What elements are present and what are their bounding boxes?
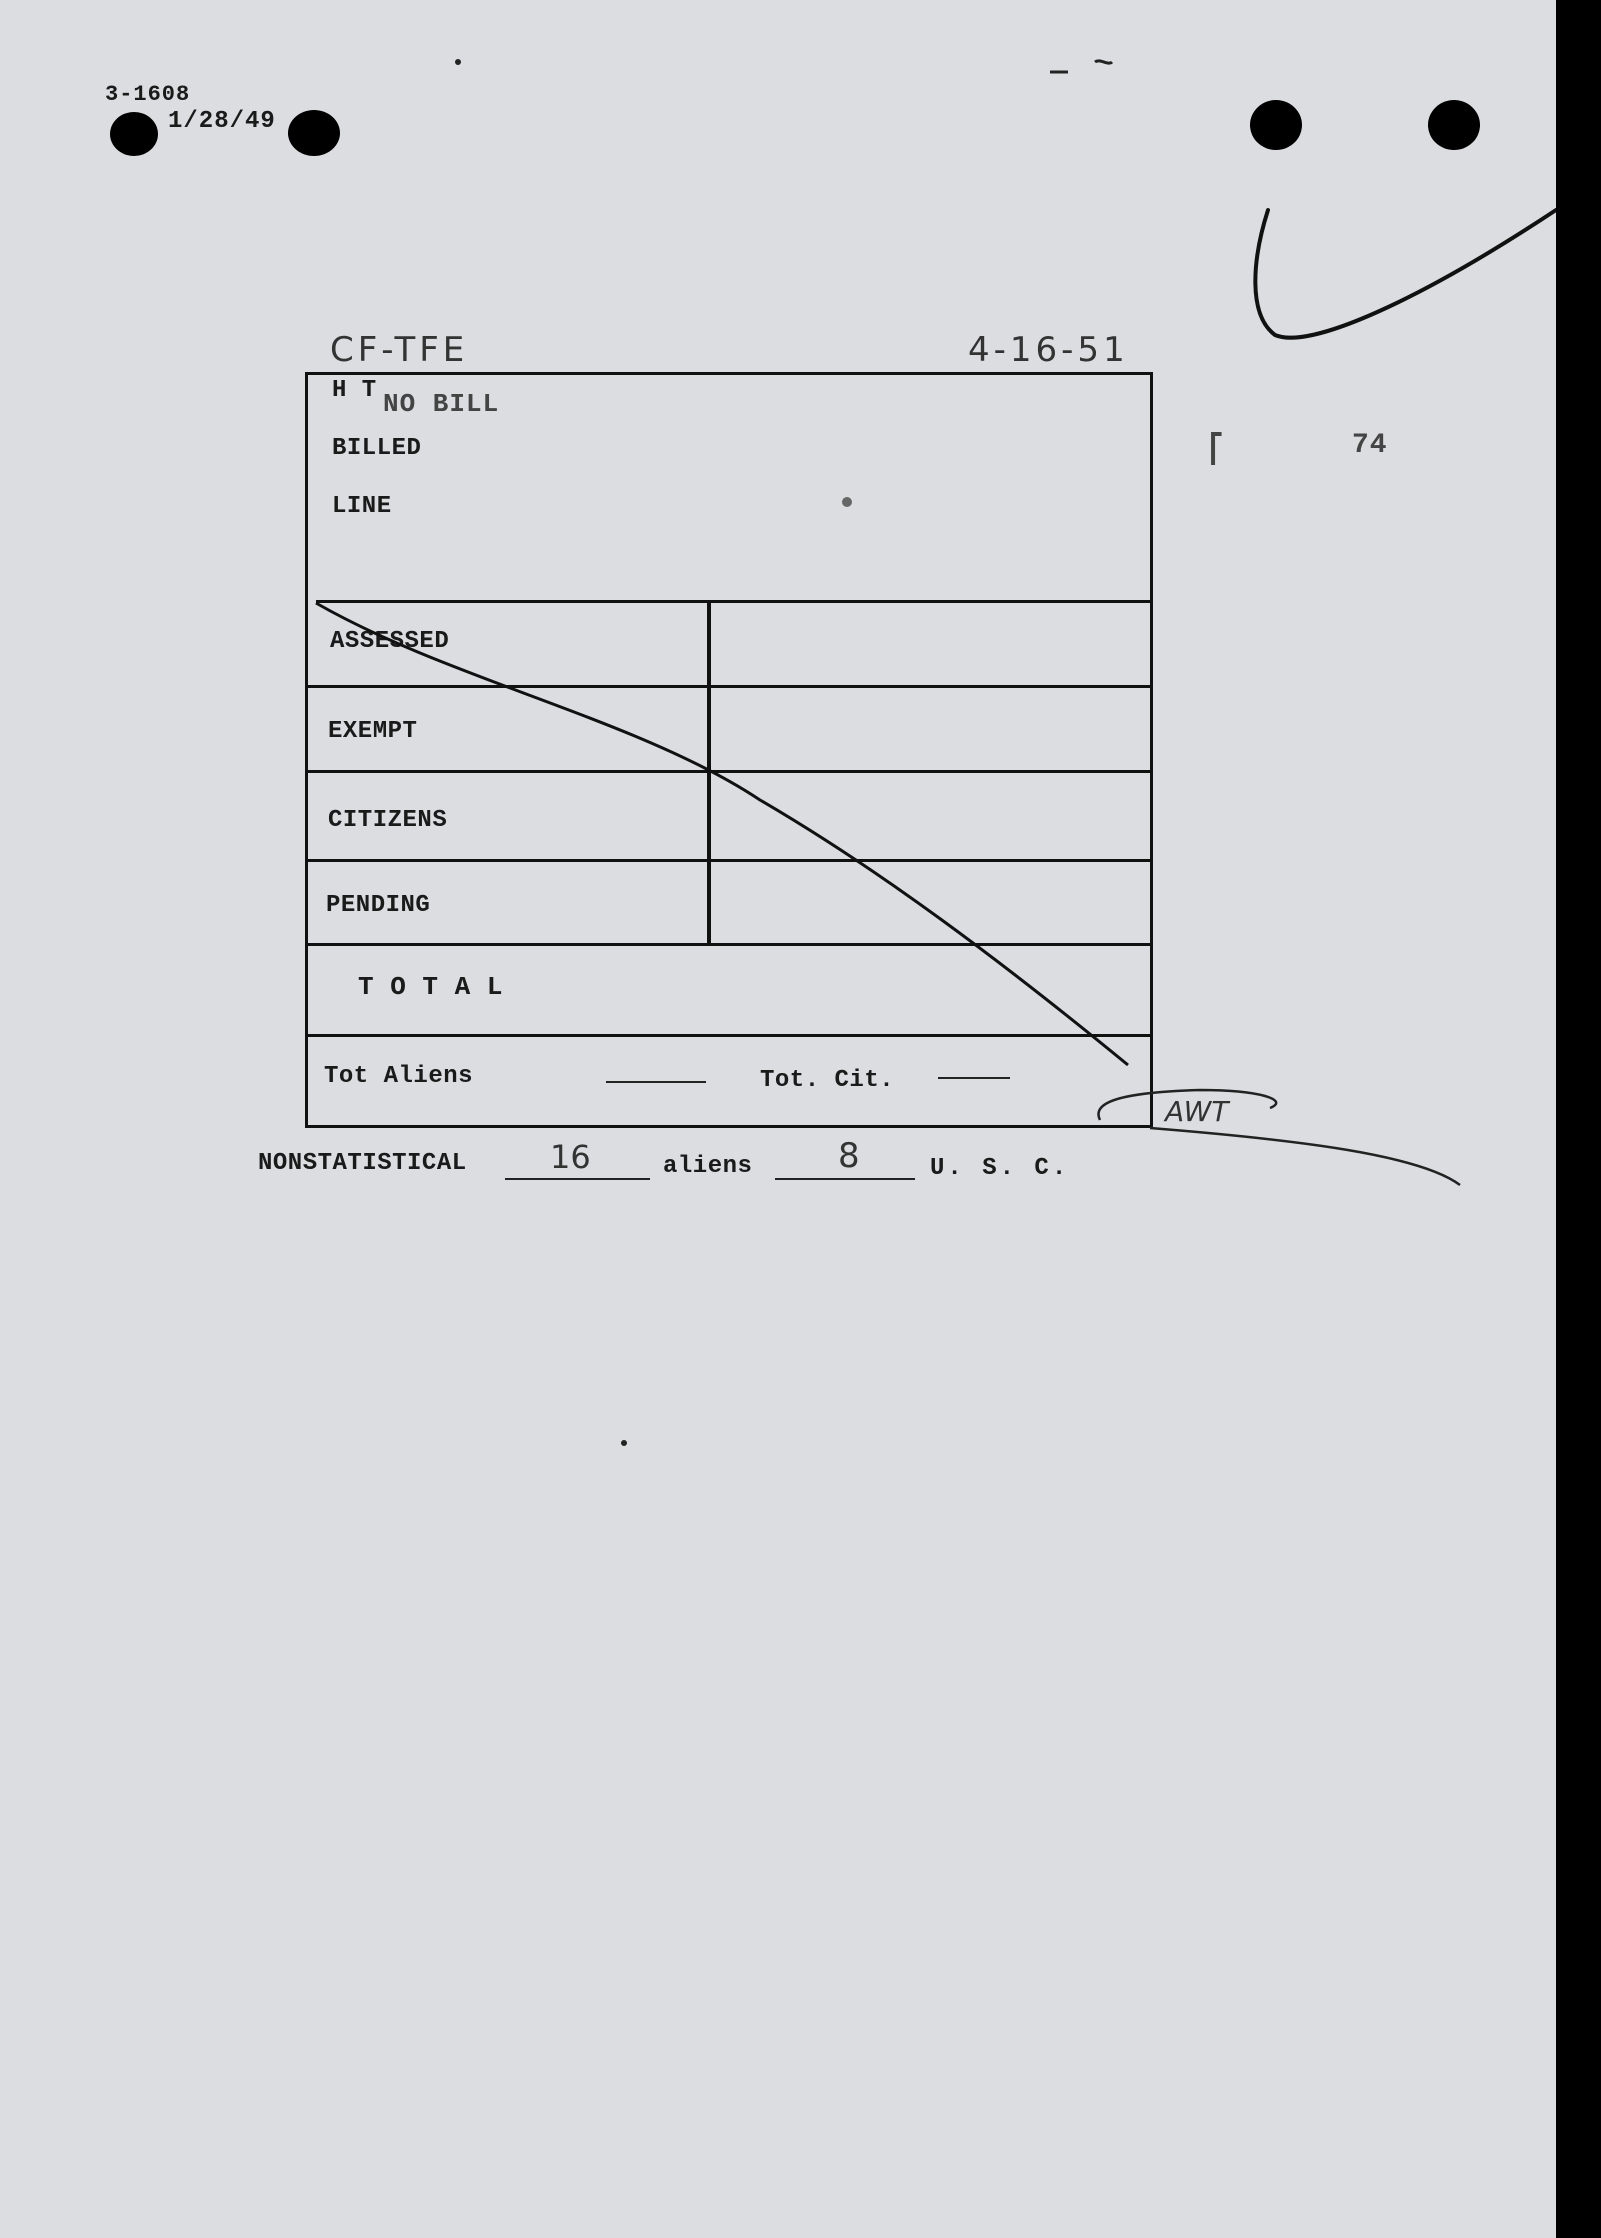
row-label-assessed: ASSESSED [330, 628, 450, 655]
initials-flourish [1098, 1090, 1460, 1185]
total-label: T O T A L [358, 972, 503, 1002]
aliens-label: aliens [663, 1153, 753, 1180]
row-label-pending: PENDING [326, 892, 431, 919]
billed-label: BILLED [332, 435, 422, 462]
aliens-value: 16 [550, 1138, 591, 1176]
check-mark-stroke [1255, 210, 1556, 338]
row-label-exempt: EXEMPT [328, 718, 418, 745]
date-code: 1/28/49 [168, 108, 276, 135]
file-number: 3-1608 [105, 82, 191, 107]
handwritten-cf-tfe: CF-TFE [330, 330, 469, 370]
top-mark [1050, 61, 1112, 72]
speck-2 [842, 497, 852, 507]
line-label: LINE [332, 493, 392, 520]
ht-label: H T [332, 377, 377, 404]
tot-cit-label: Tot. Cit. [760, 1067, 895, 1094]
row-label-citizens: CITIZENS [328, 807, 448, 834]
usc-value: 8 [838, 1136, 860, 1176]
side-mark: 74 [1352, 430, 1388, 461]
no-bill-stamp: NO BILL [383, 389, 500, 419]
tot-aliens-label: Tot Aliens [324, 1063, 474, 1090]
nonstatistical-label: NONSTATISTICAL [258, 1150, 467, 1177]
speck-3 [621, 1440, 627, 1446]
side-bracket-mark: ⎡ [1208, 436, 1226, 467]
initials-signature: AWT [1165, 1095, 1229, 1128]
scan-edge [1556, 0, 1601, 2238]
handwritten-date: 4-16-51 [968, 330, 1129, 370]
speck-1 [455, 59, 461, 65]
usc-label: U. S. C. [930, 1155, 1070, 1182]
diagonal-cancel-line [316, 603, 1128, 1065]
